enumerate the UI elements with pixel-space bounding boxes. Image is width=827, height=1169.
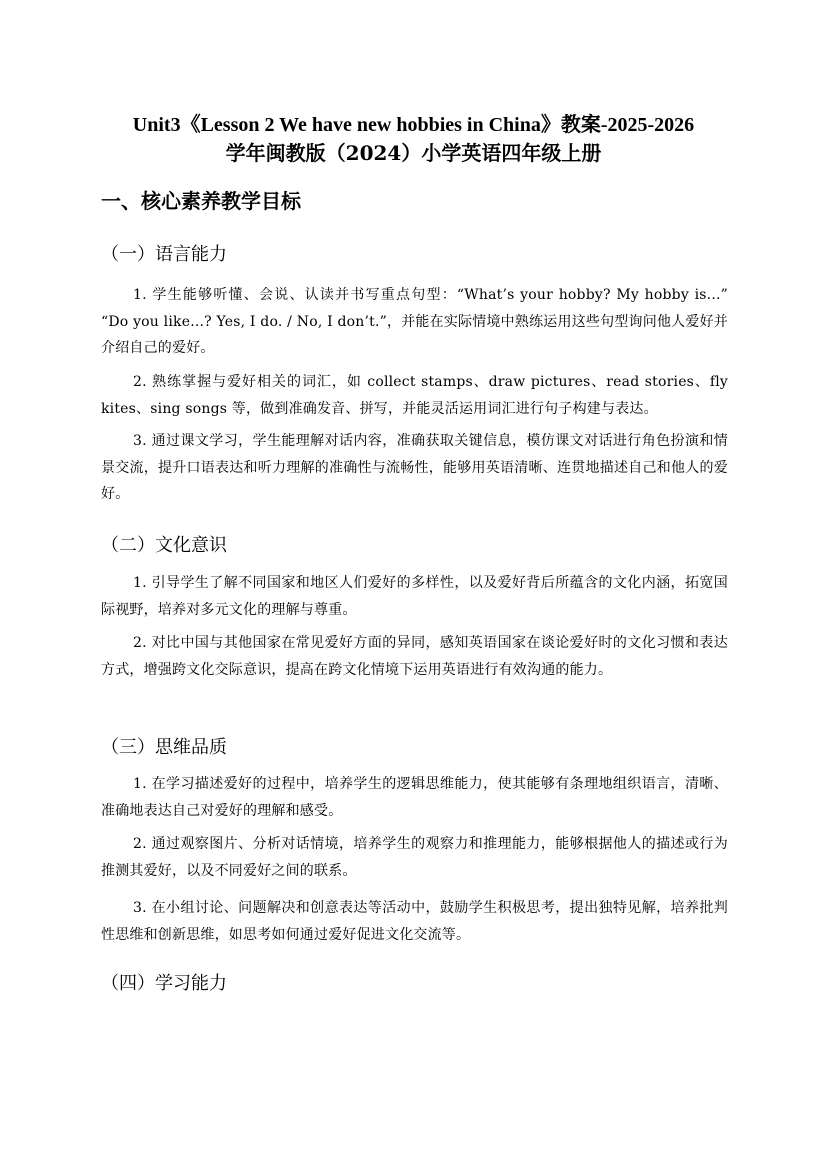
subsection-heading-learning: （四）学习能力 [101, 973, 227, 994]
document-title-line-2: 学年闽教版（2024）小学英语四年级上册 [225, 141, 602, 165]
section-heading-objectives: 一、核心素养教学目标 [101, 189, 301, 213]
paragraph-culture-1: 1. 引导学生了解不同国家和地区人们爱好的多样性，以及爱好背后所蕴含的文化内涵，拓宽国际视野，培养对多元文化的理解与尊重。 [101, 575, 728, 618]
paragraph-thinking-3: 3. 在小组讨论、问题解决和创意表达等活动中，鼓励学生积极思考，提出独特见解，培养批判性思维和创新思维，如思考如何通过爱好促进文化交流等。 [101, 900, 728, 943]
paragraph-language-1: 1. 学生能够听懂、会说、认读并书写重点句型：“What’s your hobby? My hobby is...” “Do you like...? Yes, I do. / No, I don’t.”，并能在实际情境中熟练运用这些句型询问他人爱好并介绍自己的爱好。 [101, 287, 728, 356]
document-title-line-1: Unit3《Lesson 2 We have new hobbies in China》教案-2025-2026 [132, 114, 695, 136]
subsection-heading-culture: （二）文化意识 [101, 535, 227, 556]
paragraph-thinking-1: 1. 在学习描述爱好的过程中，培养学生的逻辑思维能力，使其能够有条理地组织语言，清晰、准确地表达自己对爱好的理解和感受。 [101, 776, 728, 819]
paragraph-language-2: 2. 熟练掌握与爱好相关的词汇，如 collect stamps、draw pictures、read stories、fly kites、sing songs 等，做到准确发音、拼写，并能灵活运用词汇进行句子构建与表达。 [101, 374, 728, 417]
paragraph-language-3: 3. 通过课文学习，学生能理解对话内容，准确获取关键信息，模仿课文对话进行角色扮演和情景交流，提升口语表达和听力理解的准确性与流畅性，能够用英语清晰、连贯地描述自己和他人的爱好。 [101, 433, 728, 502]
subsection-heading-language: （一）语言能力 [101, 244, 227, 265]
paragraph-culture-2: 2. 对比中国与其他国家在常见爱好方面的异同，感知英语国家在谈论爱好时的文化习惯和表达方式，增强跨文化交际意识，提高在跨文化情境下运用英语进行有效沟通的能力。 [101, 635, 728, 678]
subsection-heading-thinking: （三）思维品质 [101, 737, 227, 758]
paragraph-thinking-2: 2. 通过观察图片、分析对话情境，培养学生的观察力和推理能力，能够根据他人的描述或行为推测其爱好，以及不同爱好之间的联系。 [101, 836, 728, 879]
